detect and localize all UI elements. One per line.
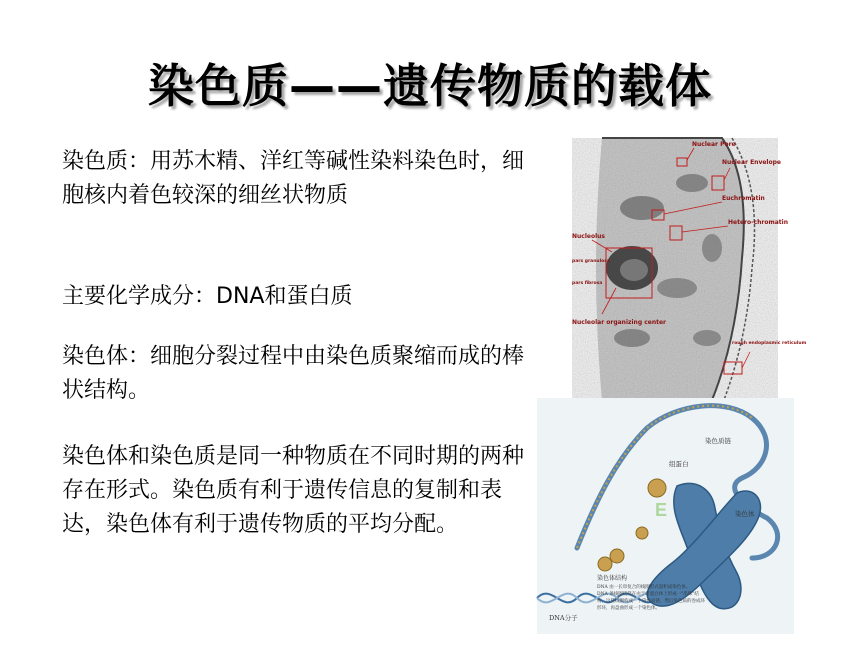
relationship-text: 染色体和染色质是同一种物质在不同时期的两种存在形式。染色质有利于遗传信息的复制和表达，染色体有利于遗传物质的平均分配。 xyxy=(62,444,525,537)
label-chromatin-fiber: 染色质链 xyxy=(705,437,731,445)
label-euchromatin: Euchromatin xyxy=(722,195,765,202)
label-nuclear-envelope: Nuclear Envelope xyxy=(722,159,781,166)
label-histone: 组蛋白 xyxy=(669,460,689,468)
slide-title: 染色质——遗传物质的载体 xyxy=(148,59,712,113)
caption-line-2: DNA 条线圈绕绕在由于组蛋白体上形成一"串珠"结 xyxy=(597,592,699,597)
caption-line-4: 形环，再盘曲形成一个染色体。 xyxy=(597,606,660,611)
caption-title: 染色体结构 xyxy=(597,575,628,582)
nucleus-micrograph-figure xyxy=(572,138,807,400)
label-heterochromatin: Hetero-chromatin xyxy=(728,219,789,226)
label-pars-granulosa: pars granulosa xyxy=(572,259,610,264)
chromatin-definition: 染色质：用苏木精、洋红等碱性染料染色时，细胞核内着色较深的细丝状物质 xyxy=(62,149,525,208)
label-rough-er: rough endoplasmic reticulum xyxy=(732,341,807,346)
label-nucleolus: Nucleolus xyxy=(572,233,605,240)
label-chromosome: 染色体 xyxy=(735,510,755,518)
label-pars-fibrosa: pars fibrosa xyxy=(572,281,603,286)
chromosome-definition: 染色体：细胞分裂过程中由染色质聚缩而成的棒状结构。 xyxy=(62,344,525,403)
label-dna-molecule: DNA分子 xyxy=(549,614,578,622)
caption-line-1: DNA 由一长串复合的线圈形式量积成染色体。 xyxy=(597,585,691,590)
chemical-composition: 主要化学成分：DNA和蛋白质 xyxy=(62,284,353,309)
chromosome-structure-figure xyxy=(537,398,794,634)
label-nucleolar-organizing-center: Nucleolar organizing center xyxy=(572,319,667,326)
svg-text:E: E xyxy=(655,500,668,520)
label-nuclear-pore: Nuclear Pore xyxy=(692,141,736,148)
caption-line-3: 构，这些线圈构成一个染色质链，然后染色质的卷成环 xyxy=(597,599,705,604)
